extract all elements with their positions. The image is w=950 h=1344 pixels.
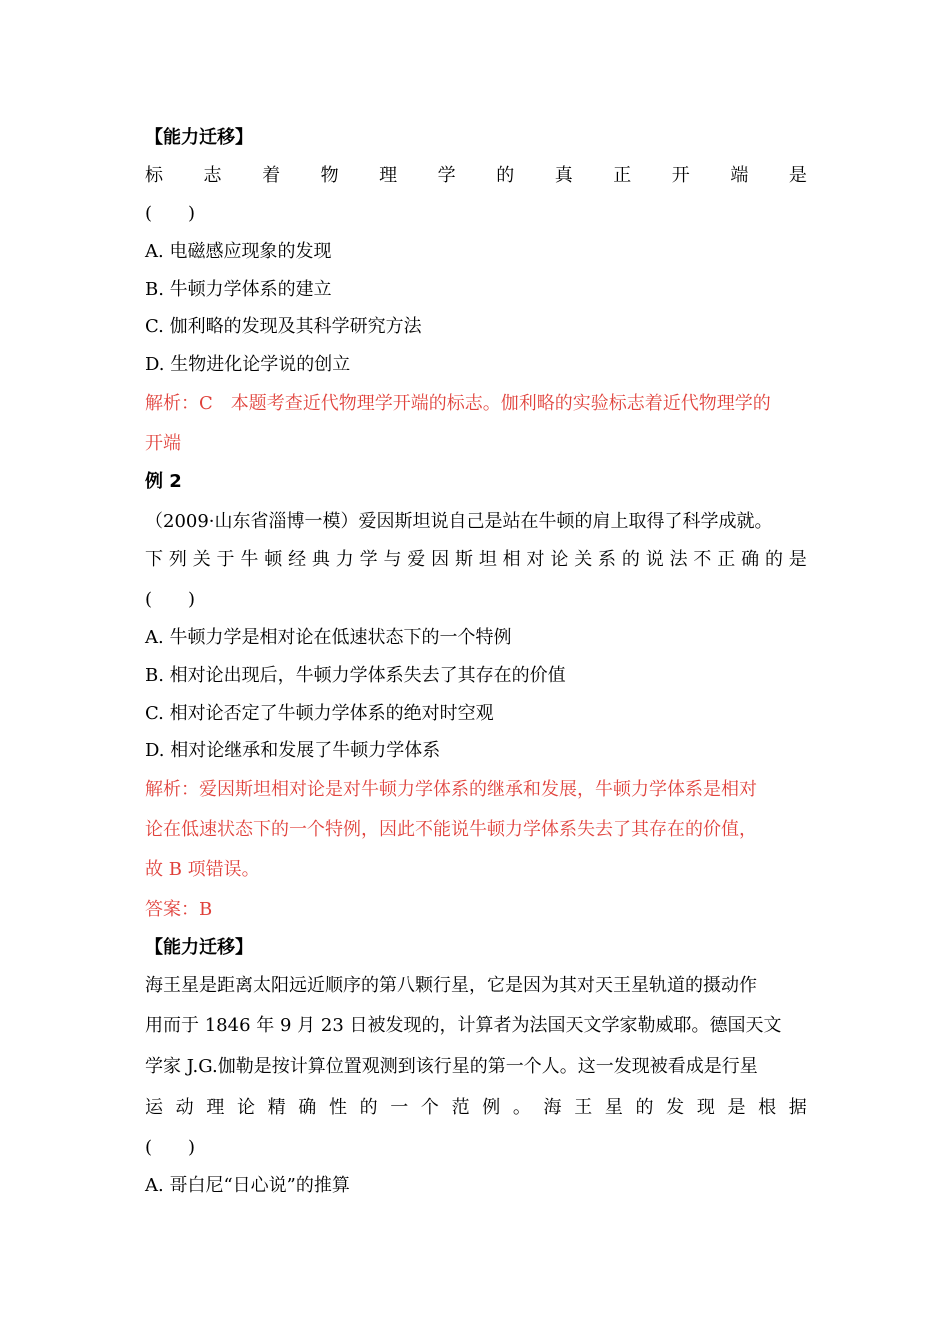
- answer-parentheses: ( ): [145, 1137, 196, 1158]
- question-char: 着: [262, 165, 281, 186]
- question-char: 的: [764, 549, 783, 570]
- question-char: 。: [512, 1097, 531, 1118]
- option-a: A. 电磁感应现象的发现: [145, 241, 332, 262]
- question-char: 物: [320, 165, 339, 186]
- question-char: 说: [645, 549, 664, 570]
- question-char: 斯: [454, 549, 473, 570]
- question-line: （2009·山东省淄博一模）爱因斯坦说自己是站在牛顿的肩上取得了科学成就。: [145, 511, 773, 532]
- option-d: D. 相对论继承和发展了牛顿力学体系: [145, 740, 441, 761]
- option-a: A. 哥白尼“日心说”的推算: [145, 1175, 350, 1196]
- question-char: 据: [788, 1097, 807, 1118]
- question-char: 论: [236, 1097, 255, 1118]
- question-char: 列: [168, 549, 187, 570]
- question-char: 发: [666, 1097, 685, 1118]
- analysis-text: 开端: [145, 433, 181, 454]
- question-char: 典: [311, 549, 330, 570]
- question-char: 的: [635, 1097, 654, 1118]
- section-heading: 【能力迁移】: [145, 937, 253, 958]
- analysis-text: 故 B 项错误。: [145, 859, 260, 880]
- question-char: 的: [496, 165, 515, 186]
- question-char: 与: [383, 549, 402, 570]
- question-char: 确: [298, 1097, 317, 1118]
- question-char: 学: [359, 549, 378, 570]
- question-char: 理: [206, 1097, 225, 1118]
- question-char: 力: [335, 549, 354, 570]
- question-char: 开: [671, 165, 690, 186]
- option-d: D. 生物进化论学说的创立: [145, 354, 351, 375]
- question-char: 真: [554, 165, 573, 186]
- question-char: 于: [216, 549, 235, 570]
- question-char: 运: [145, 1097, 163, 1118]
- question-char: 精: [267, 1097, 286, 1118]
- analysis-text: 论在低速状态下的一个特例，因此不能说牛顿力学体系失去了其存在的价值，: [145, 819, 757, 840]
- option-b: B. 牛顿力学体系的建立: [145, 279, 332, 300]
- question-char: 性: [328, 1097, 347, 1118]
- question-char: 的: [621, 549, 640, 570]
- question-char: 牛: [240, 549, 259, 570]
- question-char: 星: [604, 1097, 623, 1118]
- question-char: 对: [526, 549, 545, 570]
- question-char: 动: [175, 1097, 194, 1118]
- question-char: 正: [613, 165, 632, 186]
- question-char: 经: [288, 549, 307, 570]
- answer-parentheses: ( ): [145, 203, 196, 224]
- question-char: 现: [696, 1097, 715, 1118]
- question-line: 学家 J.G.伽勒是按计算位置观测到该行星的第一个人。这一发现被看成是行星: [145, 1056, 758, 1077]
- question-char: 论: [550, 549, 569, 570]
- question-char: 正: [717, 549, 736, 570]
- answer-parentheses: ( ): [145, 589, 196, 610]
- question-char: 例: [482, 1097, 501, 1118]
- question-char: 顿: [264, 549, 283, 570]
- question-char: 爱: [407, 549, 426, 570]
- question-char: 关: [192, 549, 211, 570]
- question-char: 的: [359, 1097, 378, 1118]
- question-char: 法: [669, 549, 688, 570]
- question-char: 下: [145, 549, 163, 570]
- example-heading: 例 2: [145, 471, 182, 492]
- analysis-text: 解析：C 本题考查近代物理学开端的标志。伽利略的实验标志着近代物理学的: [145, 393, 771, 414]
- option-a: A. 牛顿力学是相对论在低速状态下的一个特例: [145, 627, 512, 648]
- question-char: 确: [741, 549, 760, 570]
- question-char: 因: [431, 549, 450, 570]
- question-char: 根: [758, 1097, 777, 1118]
- question-char: 个: [420, 1097, 439, 1118]
- question-char: 端: [730, 165, 749, 186]
- question-char: 是: [727, 1097, 746, 1118]
- option-c: C. 相对论否定了牛顿力学体系的绝对时空观: [145, 703, 494, 724]
- question-char: 范: [451, 1097, 470, 1118]
- question-char: 关: [574, 549, 593, 570]
- question-char: 王: [574, 1097, 593, 1118]
- question-line: 海王星是距离太阳远近顺序的第八颗行星，它是因为其对天王星轨道的摄动作: [145, 975, 757, 996]
- question-char: 志: [203, 165, 222, 186]
- question-char: 海: [543, 1097, 562, 1118]
- question-line: 用而于 1846 年 9 月 23 日被发现的，计算者为法国天文学家勒威耶。德国天文: [145, 1015, 782, 1036]
- question-char: 系: [598, 549, 617, 570]
- question-char: 不: [693, 549, 712, 570]
- question-char: 标: [145, 165, 163, 186]
- question-char: 学: [437, 165, 456, 186]
- answer-text: 答案：B: [145, 899, 213, 920]
- question-line: [145, 1096, 807, 1120]
- question-line: [145, 548, 807, 572]
- analysis-text: 解析：爱因斯坦相对论是对牛顿力学体系的继承和发展，牛顿力学体系是相对: [145, 779, 757, 800]
- question-char: 理: [379, 165, 398, 186]
- option-c: C. 伽利略的发现及其科学研究方法: [145, 316, 422, 337]
- question-char: 是: [788, 165, 807, 186]
- question-line: [145, 164, 807, 188]
- question-char: 一: [390, 1097, 409, 1118]
- question-char: 是: [788, 549, 807, 570]
- question-char: 坦: [478, 549, 497, 570]
- section-heading: 【能力迁移】: [145, 127, 253, 148]
- option-b: B. 相对论出现后，牛顿力学体系失去了其存在的价值: [145, 665, 566, 686]
- question-char: 相: [502, 549, 521, 570]
